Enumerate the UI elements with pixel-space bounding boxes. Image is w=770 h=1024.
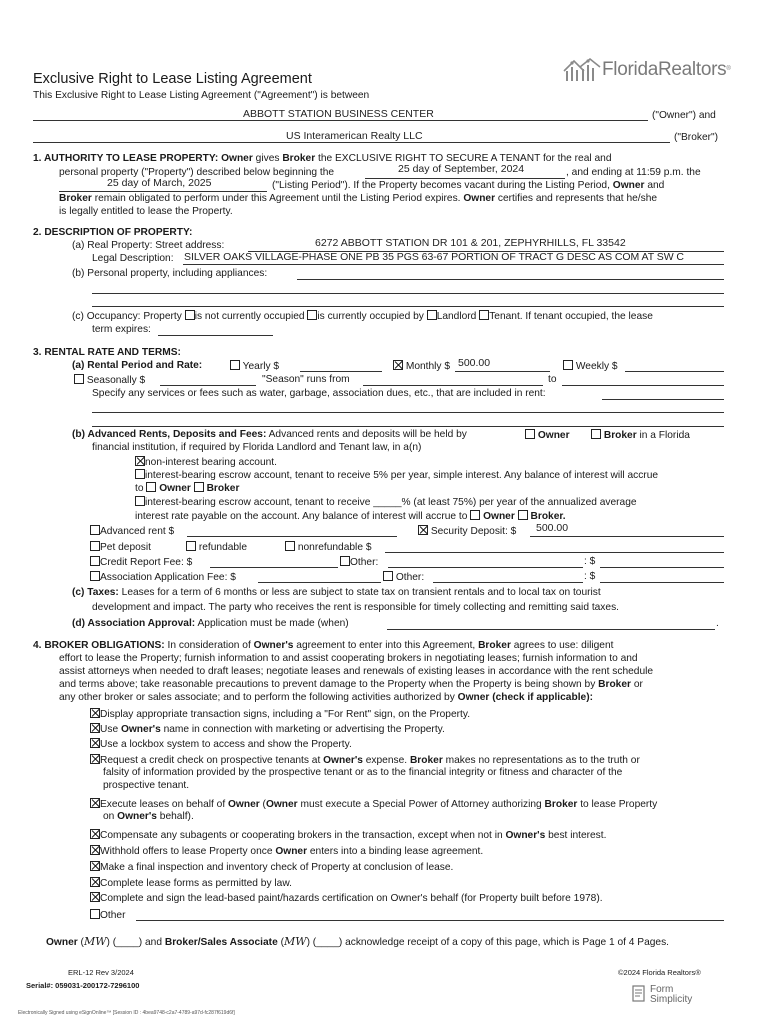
not-occupied-checkbox[interactable] [185,310,195,320]
obligation-item: Use a lockbox system to access and show the Property. [90,738,352,752]
compensate-checkbox[interactable] [90,829,100,839]
serial-number: Serial#: 059031-200172-7296100 [26,981,140,990]
lease-forms-checkbox[interactable] [90,877,100,887]
obligation-item: Display appropriate transaction signs, including a "For Rent" sign, on the Property. [90,708,470,722]
florida-realtors-logo: FloridaRealtors ® [562,57,731,83]
owner-initials[interactable]: MW [83,935,107,948]
copyright: ©2024 Florida Realtors® [618,968,701,977]
end-date-field[interactable]: 25 day of March, 2025 [107,177,212,189]
section-4: 4. BROKER OBLIGATIONS: In consideration of Owner's agreement to enter into this Agreement, Broker agrees to use: diligent [33,640,614,651]
held-by-broker-checkbox[interactable] [591,429,601,439]
obligation-item: Complete and sign the lead-based paint/hazards certification on Owner's behalf (for Property built before 1978). [90,892,603,906]
occupancy-row: (c) Occupancy: Property is not currently occupied is currently occupied by Landlord Tenant. If tenant occupied, the lease [72,311,653,322]
owner-name-field[interactable]: ABBOTT STATION BUSINESS CENTER [243,108,434,120]
accrue-broker-checkbox[interactable] [194,482,204,492]
lockbox-checkbox[interactable] [90,738,100,748]
advanced-rents-row: (b) Advanced Rents, Deposits and Fees: Advanced rents and deposits will be held by [72,429,467,440]
obligation-item: Execute leases on behalf of Owner (Owner must execute a Special Power of Attorney authorizing Broker to lease Property [90,798,657,812]
security-deposit-checkbox[interactable] [418,525,428,535]
landlord-checkbox[interactable] [427,310,437,320]
monthly-checkbox[interactable] [393,360,403,370]
document-icon [632,985,646,1005]
lead-paint-checkbox[interactable] [90,892,100,902]
esign-note: Electronically Signed using eSignOnline™ [Session ID : 4bea9748-c2a7-4789-a97d-fc287f619d6f] [18,1010,235,1016]
occupied-checkbox[interactable] [307,310,317,320]
document-title: Exclusive Right to Lease Listing Agreement [33,71,312,87]
advanced-rent-checkbox[interactable] [90,525,100,535]
association-fee-checkbox[interactable] [90,571,100,581]
credit-check-checkbox[interactable] [90,754,100,764]
other2-checkbox[interactable] [383,571,393,581]
accrue-owner-checkbox[interactable] [146,482,156,492]
weekly-checkbox[interactable] [563,360,573,370]
refundable-checkbox[interactable] [186,541,196,551]
pet-deposit-checkbox[interactable] [90,541,100,551]
security-deposit-field[interactable]: 500.00 [536,522,569,534]
interest-75pct-checkbox[interactable] [135,496,145,506]
realtors-logo-icon [562,57,602,83]
street-address-field[interactable]: 6272 ABBOTT STATION DR 101 & 201, ZEPHYRHILLS, FL 33542 [315,237,626,249]
form-simplicity-logo: Form Simplicity [632,985,692,1005]
monthly-rate-field[interactable]: 500.00 [458,357,491,369]
seasonally-checkbox[interactable] [74,374,84,384]
obligation-item: Withhold offers to lease Property once Owner enters into a binding lease agreement. [90,845,483,859]
section-1: 1. AUTHORITY TO LEASE PROPERTY: Owner gives Broker the EXCLUSIVE RIGHT TO SECURE A TENANT for the real and [33,153,612,164]
obligation-item: Make a final inspection and inventory check of Property at conclusion of lease. [90,861,453,875]
logo-wordmark: FloridaRealtors [602,59,727,81]
broker-initials[interactable]: MW [284,935,307,948]
final-inspection-checkbox[interactable] [90,861,100,871]
yearly-checkbox[interactable] [230,360,240,370]
non-interest-checkbox[interactable] [135,456,145,466]
obligation-item: Complete lease forms as permitted by law. [90,877,292,891]
withhold-offers-checkbox[interactable] [90,845,100,855]
credit-report-checkbox[interactable] [90,556,100,566]
display-signs-checkbox[interactable] [90,708,100,718]
interest-5pct-checkbox[interactable] [135,469,145,479]
start-date-field[interactable]: 25 day of September, 2024 [398,163,525,175]
obligation-item: Other [90,909,125,923]
held-by-owner-checkbox[interactable] [525,429,535,439]
tenant-checkbox[interactable] [479,310,489,320]
acknowledgment-line: Owner (MW) (____) and Broker/Sales Associate (MW) (____) acknowledge receipt of a copy of this page, which is Page 1 of 4 Pages. [46,935,670,948]
legal-description-field[interactable]: SILVER OAKS VILLAGE-PHASE ONE PB 35 PGS 63-67 PORTION OF TRACT G DESC AS COM AT SW C [184,251,684,263]
accrue2-broker-checkbox[interactable] [518,510,528,520]
accrue2-owner-checkbox[interactable] [470,510,480,520]
intro-text: This Exclusive Right to Lease Listing Agreement ("Agreement") is between [33,90,370,101]
other-obligation-checkbox[interactable] [90,909,100,919]
obligation-item: Use Owner's name in connection with marketing or advertising the Property. [90,723,445,737]
use-name-checkbox[interactable] [90,723,100,733]
other1-checkbox[interactable] [340,556,350,566]
section-3-heading: 3. RENTAL RATE AND TERMS: [33,347,181,358]
broker-name-field[interactable]: US Interamerican Realty LLC [286,130,423,142]
obligation-item: Request a credit check on prospective tenants at Owner's expense. Broker makes no representations as to the truth or [90,754,640,768]
section-2-heading: 2. DESCRIPTION OF PROPERTY: [33,227,193,238]
nonrefundable-checkbox[interactable] [285,541,295,551]
form-id: ERL-12 Rev 3/2024 [68,968,134,977]
execute-leases-checkbox[interactable] [90,798,100,808]
obligation-item: Compensate any subagents or cooperating brokers in the transaction, except when not in Owner's best interest. [90,829,606,843]
